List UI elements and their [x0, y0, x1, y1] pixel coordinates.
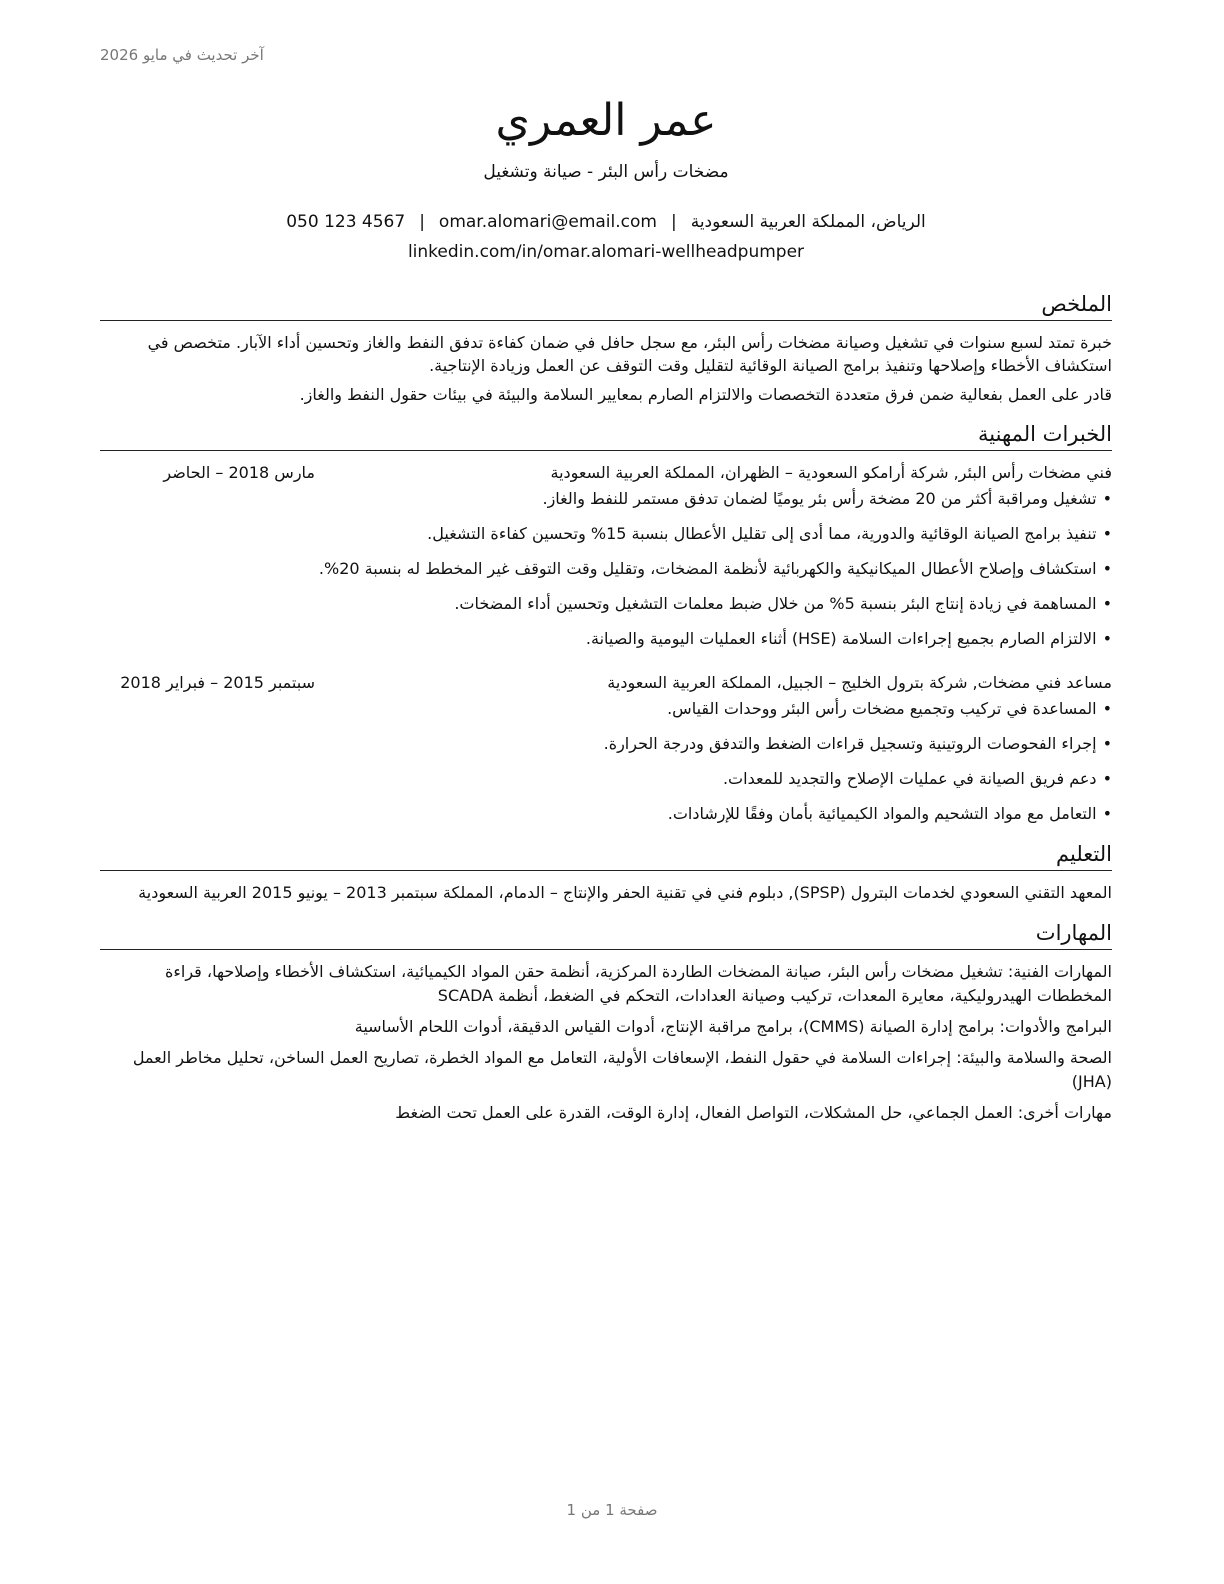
job-entry	[100, 461, 1112, 651]
skill-line: مهارات أخرى: العمل الجماعي، حل المشكلات، التواصل الفعال، إدارة الوقت، القدرة على العمل تحت الضغط	[395, 1103, 1112, 1122]
skills-section	[100, 960, 1112, 1125]
job-header	[100, 461, 1112, 485]
linkedin-link[interactable]: linkedin.com/in/omar.alomari-wellheadpumper	[407, 242, 805, 262]
page-number: صفحة 1 من 1	[566, 1501, 658, 1519]
separator: |	[419, 212, 425, 232]
job-title-company: مساعد فني مضخات, شركة بترول الخليج – الجبيل، المملكة العربية السعودية	[607, 673, 1112, 692]
job-bullet: • التعامل مع مواد التشحيم والمواد الكيميائية بأمان وفقًا للإرشادات.	[100, 802, 1112, 826]
job-bullets	[100, 487, 1112, 651]
separator: |	[670, 212, 677, 232]
summary-section	[100, 331, 1112, 406]
job-bullet: • المساعدة في تركيب وتجميع مضخات رأس البئر ووحدات القياس.	[100, 697, 1112, 721]
job-header	[100, 671, 1112, 695]
last-updated-note: آخر تحديث في مايو 2026	[100, 46, 264, 64]
summary-paragraph: قادر على العمل بفعالية ضمن فرق متعددة التخصصات والالتزام الصارم بمعايير السلامة والبيئة في بيئات حقول النفط والغاز.	[299, 385, 1112, 404]
job-bullet: • استكشاف وإصلاح الأعطال الميكانيكية والكهربائية لأنظمة المضخات، وتقليل وقت التوقف غير المخطط له بنسبة 20%.	[100, 557, 1112, 581]
experience-heading: الخبرات المهنية	[100, 420, 1112, 451]
skill-line: الصحة والسلامة والبيئة: إجراءات السلامة في حقول النفط، الإسعافات الأولية، التعامل مع المواد الخطرة، تصاريح العمل الساخن، تحليل مخاطر العمل (JHA)	[132, 1048, 1112, 1091]
job-dates: سبتمبر 2015 – فبراير 2018	[120, 673, 315, 692]
job-title-company: فني مضخات رأس البئر, شركة أرامكو السعودية – الظهران، المملكة العربية السعودية	[550, 463, 1112, 482]
education-entry: المعهد التقني السعودي لخدمات البترول (SPSP), دبلوم فني في تقنية الحفر والإنتاج – الدمام، المملكة سبتمبر 2013 – يونيو 2015 العربية السعودية	[138, 883, 1112, 902]
skill-line: البرامج والأدوات: برامج إدارة الصيانة (CMMS)، برامج مراقبة الإنتاج، أدوات القياس الدقيقة، أدوات اللحام الأساسية	[354, 1017, 1112, 1036]
job-bullet: • دعم فريق الصيانة في عمليات الإصلاح والتجديد للمعدات.	[100, 767, 1112, 791]
job-bullet: • المساهمة في زيادة إنتاج البئر بنسبة 5% من خلال ضبط معلمات التشغيل وتحسين أداء المضخات.	[100, 592, 1112, 616]
location-text: الرياض، المملكة العربية السعودية	[690, 212, 926, 232]
skills-heading: المهارات	[100, 919, 1112, 950]
job-bullet: • إجراء الفحوصات الروتينية وتسجيل قراءات الضغط والتدفق ودرجة الحرارة.	[100, 732, 1112, 756]
job-bullet: • الالتزام الصارم بجميع إجراءات السلامة (HSE) أثناء العمليات اليومية والصيانة.	[100, 627, 1112, 651]
contact-line	[100, 212, 1112, 232]
phone-number: 050 123 4567	[286, 212, 406, 232]
candidate-name: عمر العمري	[495, 95, 717, 146]
job-bullet: • تشغيل ومراقبة أكثر من 20 مضخة رأس بئر يوميًا لضمان تدفق مستمر للنفط والغاز.	[100, 487, 1112, 511]
education-heading: التعليم	[100, 840, 1112, 871]
job-title: مضخات رأس البئر - صيانة وتشغيل	[483, 162, 729, 182]
summary-paragraph: خبرة تمتد لسبع سنوات في تشغيل وصيانة مضخات رأس البئر، مع سجل حافل في ضمان كفاءة تدفق النفط والغاز وتحسين أداء الآبار. متخصص في استكشاف الأخطاء وإصلاحها وتنفيذ برامج الصيانة الوقائية لتقليل وقت التوقف عن العمل وزيادة الإنتاجية.	[147, 333, 1112, 375]
job-dates: مارس 2018 – الحاضر	[163, 463, 315, 482]
job-bullets	[100, 697, 1112, 826]
job-bullet: • تنفيذ برامج الصيانة الوقائية والدورية، مما أدى إلى تقليل الأعطال بنسبة 15% وتحسين كفاءة التشغيل.	[100, 522, 1112, 546]
summary-heading: الملخص	[100, 290, 1112, 321]
resume-content	[100, 92, 1112, 1132]
email-link[interactable]: omar.alomari@email.com	[438, 212, 657, 232]
skill-line: المهارات الفنية: تشغيل مضخات رأس البئر، صيانة المضخات الطاردة المركزية، أنظمة حقن المواد الكيميائية، استكشاف الأخطاء وإصلاحها، قراءة المخططات الهيدروليكية، معايرة المعدات، تركيب وصيانة العدادات، التحكم في الضغط، أنظمة SCADA	[164, 962, 1112, 1005]
job-entry	[100, 671, 1112, 826]
